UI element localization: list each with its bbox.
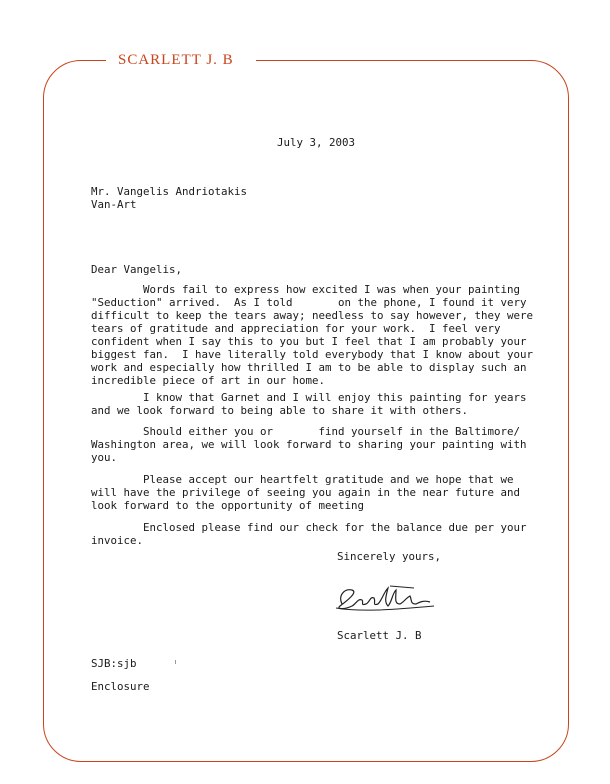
body-paragraph-3: Should either you or find yourself in the Baltimore/ Washington area, we will look forward to sharing your painting with you. bbox=[91, 425, 527, 464]
letterhead-name: SCARLETT J. B bbox=[118, 52, 234, 68]
closing: Sincerely yours, bbox=[337, 550, 442, 563]
reference-initials: SJB:sjb bbox=[91, 657, 137, 670]
body-paragraph-4: Please accept our heartfelt gratitude and we hope that we will have the privilege of seeing you again in the near future and look forward to the opportunity of meeting bbox=[91, 473, 521, 512]
recipient-company: Van-Art bbox=[91, 198, 137, 211]
salutation: Dear Vangelis, bbox=[91, 263, 183, 276]
signature-name: Scarlett J. B bbox=[337, 629, 422, 642]
body-paragraph-5: Enclosed please find our check for the balance due per your invoice. bbox=[91, 521, 527, 547]
body-paragraph-1: Words fail to express how excited I was when your painting "Seduction" arrived. As I told on the phone, I found it very difficult to keep the tears away; needless to say however, they were tears of gratitude and appreciation for your work. I feel very confident when I say this to you but I feel that I am probably your biggest fan. I have literally told everybody that I know about your work and especially how thrilled I am to be able to display such an incredible piece of art in our home. bbox=[91, 283, 534, 387]
body-paragraph-2: I know that Garnet and I will enjoy this painting for years and we look forward to being able to share it with others. bbox=[91, 391, 527, 417]
recipient-name: Mr. Vangelis Andriotakis bbox=[91, 185, 248, 198]
mark bbox=[175, 660, 176, 664]
enclosure-note: Enclosure bbox=[91, 680, 150, 693]
letter-date: July 3, 2003 bbox=[277, 136, 356, 149]
signature-image bbox=[330, 576, 440, 616]
